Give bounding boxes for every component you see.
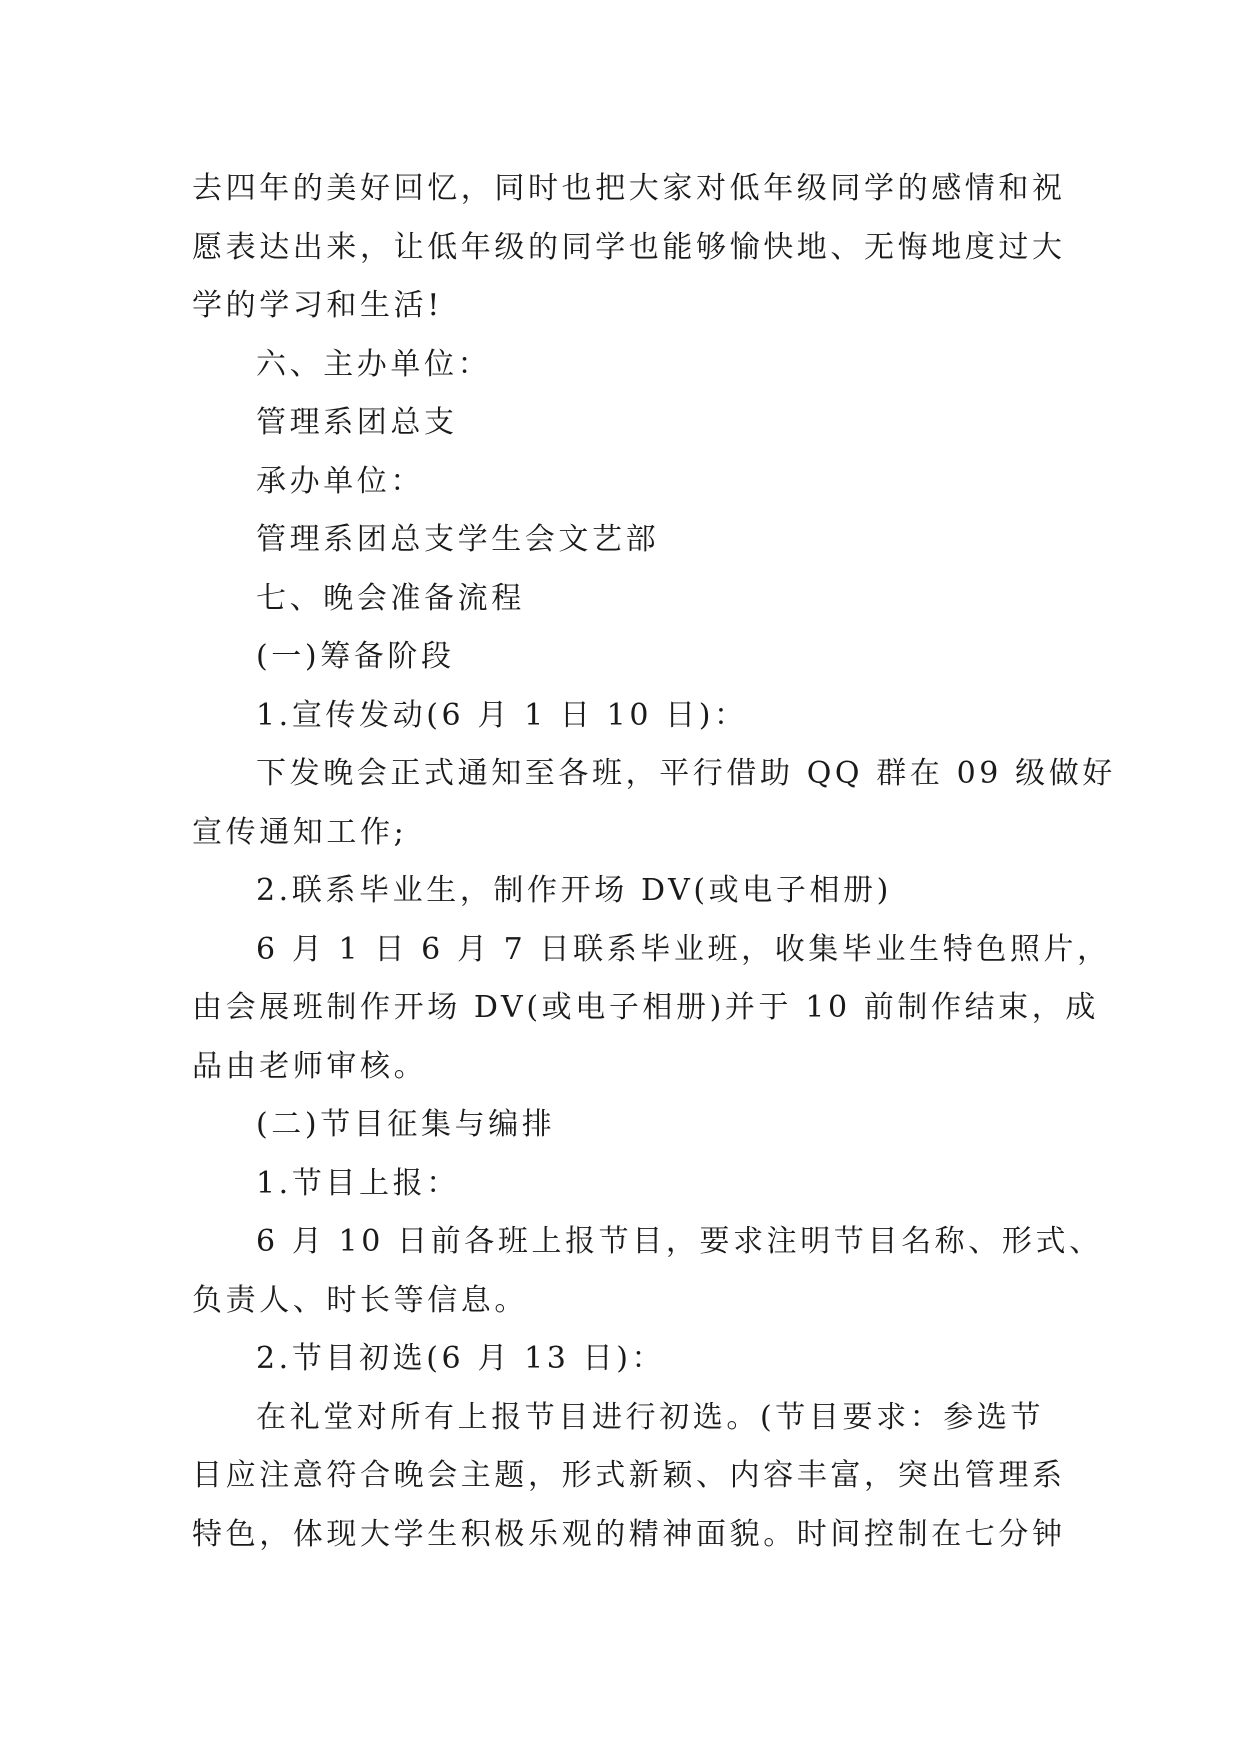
text-line: 由会展班制作开场 DV(或电子相册)并于 10 前制作结束，成 [192,990,1099,1025]
text-line: 管理系团总支 [256,405,458,440]
text-line: 下发晚会正式通知至各班，平行借助 QQ 群在 09 级做好 [256,756,1116,791]
text-line: 六、主办单位： [256,346,492,382]
text-line: 宣传通知工作; [192,814,408,850]
text-line: 2.节目初选(6 月 13 日)： [256,1341,666,1376]
text-line: 愿表达出来，让低年级的同学也能够愉快地、无悔地度过大 [192,229,1066,265]
text-line: 在礼堂对所有上报节目进行初选。(节目要求：参选节 [256,1399,1045,1435]
text-line: 去四年的美好回忆，同时也把大家对低年级同学的感情和祝 [192,171,1066,206]
text-line: 特色，体现大学生积极乐观的精神面貌。时间控制在七分钟 [192,1516,1066,1552]
text-line: 负责人、时长等信息。 [192,1282,528,1318]
text-line: 品由老师审核。 [192,1048,428,1084]
text-line: 管理系团总支学生会文艺部 [256,522,660,557]
text-line: 学的学习和生活! [192,288,443,323]
text-line: 目应注意符合晚会主题，形式新颖、内容丰富，突出管理系 [192,1458,1066,1493]
text-line: (一)筹备阶段 [256,639,455,674]
text-line: (二)节目征集与编排 [256,1107,556,1142]
text-line: 6 月 1 日 6 月 7 日联系毕业班，收集毕业生特色照片， [256,931,1111,967]
document-body [192,160,1116,1564]
text-line: 承办单位： [256,463,424,499]
text-line: 1.宣传发动(6 月 1 日 10 日)： [256,697,748,733]
text-line: 七、晚会准备流程 [256,580,525,616]
text-line: 2.联系毕业生，制作开场 DV(或电子相册) [256,873,892,908]
text-line: 6 月 10 日前各班上报节目，要求注明节目名称、形式、 [256,1224,1103,1259]
text-line: 1.节目上报： [256,1165,460,1201]
